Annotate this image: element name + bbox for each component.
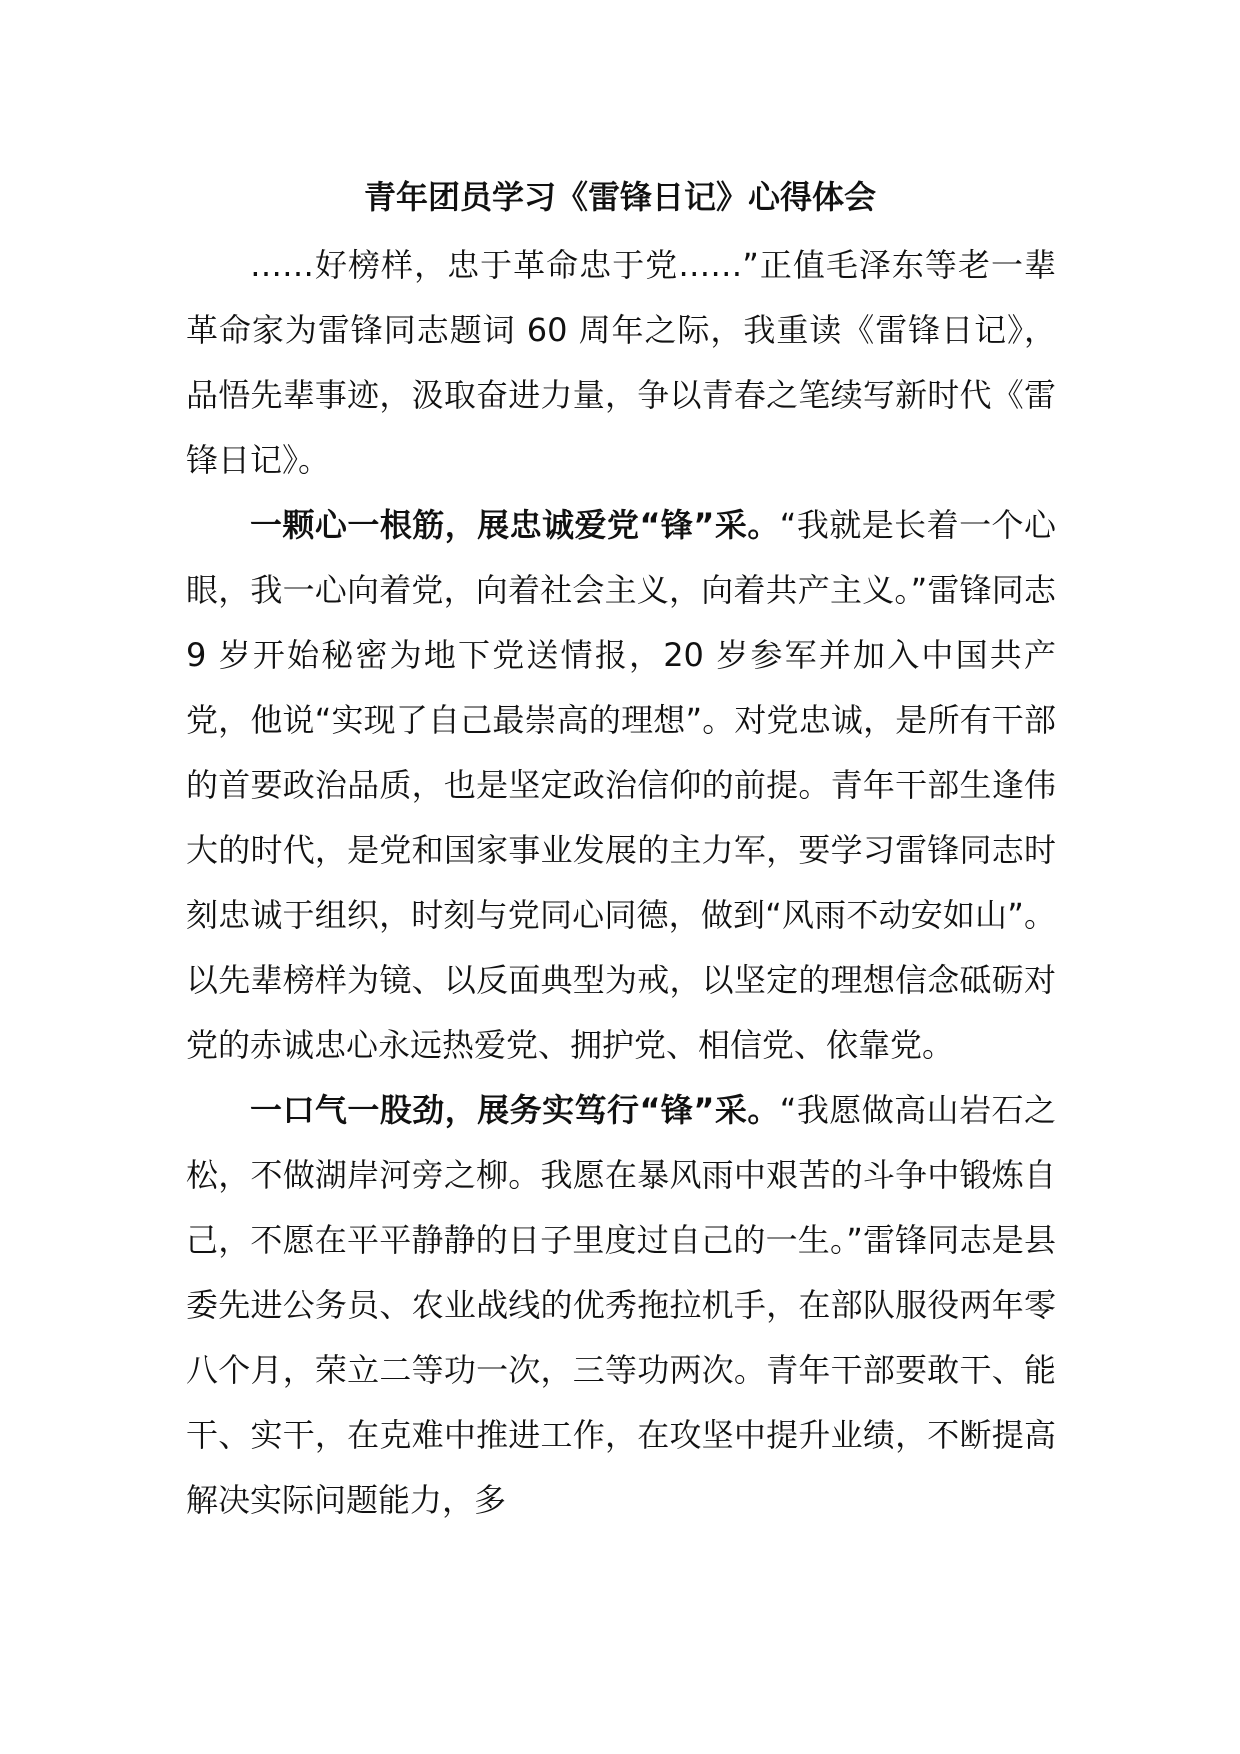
paragraph-intro (186, 233, 1056, 493)
paragraph-text: “我愿做高山岩石之松，不做湖岸河旁之柳。我愿在暴风雨中艰苦的斗争中锻炼自己，不愿在平平静静的日子里度过自己的一生。”雷锋同志是县委先进公务员、农业战线的优秀拖拉机手，在部队服役两年零八个月，荣立二等功一次，三等功两次。青年干部要敢干、能干、实干，在克难中推进工作，在攻坚中提升业绩，不断提高解决实际问题能力，多 (186, 1091, 1056, 1519)
paragraph-heading: 一颗心一根筋，展忠诚爱党“锋”采。 (250, 506, 780, 544)
document-body (186, 233, 1056, 1533)
paragraph-text: ……好榜样，忠于革命忠于党……”正值毛泽东等老一辈革命家为雷锋同志题词 60 周年之际，我重读《雷锋日记》，品悟先辈事迹，汲取奋进力量，争以青春之笔续写新时代《雷锋日记》。 (186, 246, 1056, 479)
paragraph-text: “我就是长着一个心眼，我一心向着党，向着社会主义，向着共产主义。”雷锋同志 9 岁开始秘密为地下党送情报，20 岁参军并加入中国共产党，他说“实现了自己最崇高的理想”。对党忠诚，是所有干部的首要政治品质，也是坚定政治信仰的前提。青年干部生逢伟大的时代，是党和国家事业发展的主力军，要学习雷锋同志时刻忠诚于组织，时刻与党同心同德，做到“风雨不动安如山”。以先辈榜样为镜、以反面典型为戒，以坚定的理想信念砥砺对党的赤诚忠心永远热爱党、拥护党、相信党、依靠党。 (186, 506, 1056, 1064)
paragraph-pragmatism (186, 1078, 1056, 1533)
paragraph-heading: 一口气一股劲，展务实笃行“锋”采。 (250, 1091, 780, 1129)
document-title: 青年团员学习《雷锋日记》心得体会 (363, 178, 876, 216)
paragraph-loyalty (186, 493, 1056, 1078)
